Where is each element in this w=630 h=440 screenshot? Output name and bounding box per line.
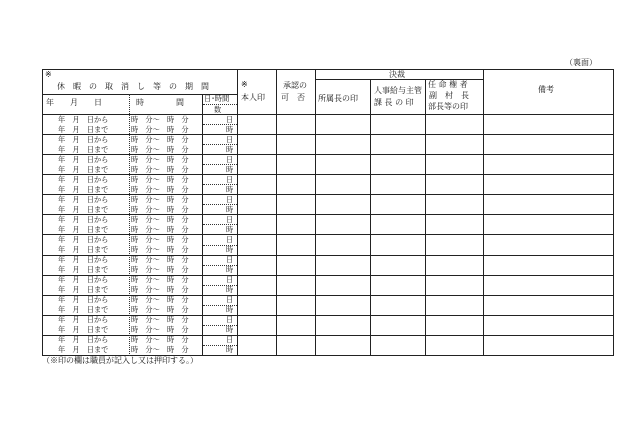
unit-hour[interactable]: 時 bbox=[226, 285, 234, 295]
col-dept-head: 所属長の印 bbox=[318, 94, 358, 103]
time-to[interactable]: 時 分～ 時 分 bbox=[131, 345, 189, 355]
unit-hour[interactable]: 時 bbox=[226, 325, 234, 335]
time-to[interactable]: 時 分～ 時 分 bbox=[131, 164, 189, 174]
header-bottom-line bbox=[42, 114, 614, 115]
row-divider bbox=[42, 134, 614, 135]
mark-left: ※ bbox=[45, 70, 52, 79]
footnote: （※印の欄は職員が記入し又は押印する。） bbox=[42, 356, 198, 365]
unit-day[interactable]: 日 bbox=[226, 335, 234, 345]
unit-day[interactable]: 日 bbox=[226, 154, 234, 164]
from-date[interactable]: 年 月 日から bbox=[58, 214, 109, 224]
to-date[interactable]: 年 月 日まで bbox=[58, 325, 109, 335]
unit-day[interactable]: 日 bbox=[226, 214, 234, 224]
unit-day[interactable]: 日 bbox=[226, 255, 234, 265]
from-date[interactable]: 年 月 日から bbox=[58, 134, 109, 144]
unit-hour[interactable]: 時 bbox=[226, 124, 234, 134]
row-divider bbox=[42, 154, 614, 155]
unit-hour[interactable]: 時 bbox=[226, 184, 234, 194]
unit-hour[interactable]: 時 bbox=[226, 144, 234, 154]
unit-day[interactable]: 日 bbox=[226, 235, 234, 244]
to-date[interactable]: 年 月 日まで bbox=[58, 124, 109, 134]
col-remarks: 備考 bbox=[538, 85, 554, 94]
unit-hour[interactable]: 時 bbox=[226, 245, 234, 254]
kessai-label: 決裁 bbox=[389, 70, 405, 79]
from-date[interactable]: 年 月 日から bbox=[58, 335, 109, 345]
time-to[interactable]: 時 分～ 時 分 bbox=[131, 124, 189, 134]
unit-day[interactable]: 日 bbox=[226, 194, 234, 204]
from-date[interactable]: 年 月 日から bbox=[58, 315, 109, 325]
to-date[interactable]: 年 月 日まで bbox=[58, 144, 109, 154]
from-date[interactable]: 年 月 日から bbox=[58, 275, 109, 285]
time-from[interactable]: 時 分～ 時 分 bbox=[131, 335, 189, 345]
to-date[interactable]: 年 月 日まで bbox=[58, 305, 109, 315]
unit-hour[interactable]: 時 bbox=[226, 204, 234, 214]
time-to[interactable]: 時 分～ 時 分 bbox=[131, 204, 189, 214]
row-divider bbox=[42, 234, 614, 235]
time-from[interactable]: 時 分～ 時 分 bbox=[131, 235, 189, 244]
unit-day[interactable]: 日 bbox=[226, 315, 234, 325]
row-divider bbox=[42, 214, 614, 215]
time-from[interactable]: 時 分～ 時 分 bbox=[131, 255, 189, 265]
unit-hour[interactable]: 時 bbox=[226, 164, 234, 174]
row-divider bbox=[42, 194, 614, 195]
to-date[interactable]: 年 月 日まで bbox=[58, 184, 109, 194]
time-to[interactable]: 時 分～ 時 分 bbox=[131, 285, 189, 295]
unit-hour[interactable]: 時 bbox=[226, 305, 234, 315]
from-date[interactable]: 年 月 日から bbox=[58, 235, 109, 244]
unit-day[interactable]: 日 bbox=[226, 134, 234, 144]
row-divider bbox=[42, 295, 614, 296]
col-line-remarks bbox=[483, 69, 484, 356]
unit-hour[interactable]: 時 bbox=[226, 265, 234, 275]
col-days-header: 日･時間 bbox=[204, 94, 230, 103]
unit-day[interactable]: 日 bbox=[226, 295, 234, 305]
time-to[interactable]: 時 分～ 時 分 bbox=[131, 144, 189, 154]
col-personal-seal: 本人印 bbox=[241, 93, 265, 102]
time-to[interactable]: 時 分～ 時 分 bbox=[131, 245, 189, 254]
to-date[interactable]: 年 月 日まで bbox=[58, 265, 109, 275]
col-line-approval bbox=[276, 69, 277, 356]
time-to[interactable]: 時 分～ 時 分 bbox=[131, 325, 189, 335]
time-to[interactable]: 時 分～ 時 分 bbox=[131, 184, 189, 194]
to-date[interactable]: 年 月 日まで bbox=[58, 245, 109, 254]
unit-day[interactable]: 日 bbox=[226, 275, 234, 285]
time-to[interactable]: 時 分～ 時 分 bbox=[131, 224, 189, 234]
time-from[interactable]: 時 分～ 時 分 bbox=[131, 214, 189, 224]
unit-hour[interactable]: 時 bbox=[226, 224, 234, 234]
from-date[interactable]: 年 月 日から bbox=[58, 295, 109, 305]
from-date[interactable]: 年 月 日から bbox=[58, 194, 109, 204]
col-line-personal bbox=[237, 69, 238, 356]
time-from[interactable]: 時 分～ 時 分 bbox=[131, 134, 189, 144]
page-marker: （裏面） bbox=[565, 58, 597, 67]
col-line-dept bbox=[315, 69, 316, 356]
from-date[interactable]: 年 月 日から bbox=[58, 114, 109, 124]
from-date[interactable]: 年 月 日から bbox=[58, 174, 109, 184]
time-from[interactable]: 時 分～ 時 分 bbox=[131, 194, 189, 204]
row-divider bbox=[42, 335, 614, 336]
to-date[interactable]: 年 月 日まで bbox=[58, 204, 109, 214]
to-date[interactable]: 年 月 日まで bbox=[58, 164, 109, 174]
unit-hour[interactable]: 時 bbox=[226, 345, 234, 355]
table-border-left bbox=[42, 69, 43, 356]
time-from[interactable]: 時 分～ 時 分 bbox=[131, 114, 189, 124]
col-approval-2: 可 否 bbox=[281, 93, 305, 102]
col-days-header-2: 数 bbox=[214, 105, 222, 114]
table-border-right bbox=[613, 69, 614, 356]
to-date[interactable]: 年 月 日まで bbox=[58, 224, 109, 234]
col-approval: 承認の bbox=[283, 81, 307, 90]
row-divider bbox=[42, 275, 614, 276]
col-appointer: 任 命 権 者 bbox=[428, 80, 468, 89]
col-time-header: 時 間 bbox=[136, 98, 184, 107]
to-date[interactable]: 年 月 日まで bbox=[58, 345, 109, 355]
unit-day[interactable]: 日 bbox=[226, 114, 234, 124]
col-appointer-3: 部長等の印 bbox=[428, 102, 468, 111]
col-appointer-2: 副 村 長 bbox=[429, 91, 469, 100]
time-from[interactable]: 時 分～ 時 分 bbox=[131, 295, 189, 305]
from-date[interactable]: 年 月 日から bbox=[58, 255, 109, 265]
mark-personal: ※ bbox=[241, 80, 248, 89]
time-from[interactable]: 時 分～ 時 分 bbox=[131, 174, 189, 184]
row-divider bbox=[42, 255, 614, 256]
row-divider bbox=[42, 315, 614, 316]
table-border-top bbox=[42, 69, 614, 70]
time-from[interactable]: 時 分～ 時 分 bbox=[131, 275, 189, 285]
time-from[interactable]: 時 分～ 時 分 bbox=[131, 315, 189, 325]
title-leave-period: 休 暇 の 取 消 し 等 の 期 間 bbox=[57, 82, 209, 91]
row-divider bbox=[42, 174, 614, 175]
to-date[interactable]: 年 月 日まで bbox=[58, 285, 109, 295]
col-hr-head-2: 課 長 の 印 bbox=[374, 98, 414, 107]
time-to[interactable]: 時 分～ 時 分 bbox=[131, 305, 189, 315]
col-date-header: 年 月 日 bbox=[46, 98, 102, 107]
time-to[interactable]: 時 分～ 時 分 bbox=[131, 265, 189, 275]
time-from[interactable]: 時 分～ 時 分 bbox=[131, 154, 189, 164]
unit-day[interactable]: 日 bbox=[226, 174, 234, 184]
col-hr-head: 人事給与主管 bbox=[374, 86, 422, 95]
from-date[interactable]: 年 月 日から bbox=[58, 154, 109, 164]
